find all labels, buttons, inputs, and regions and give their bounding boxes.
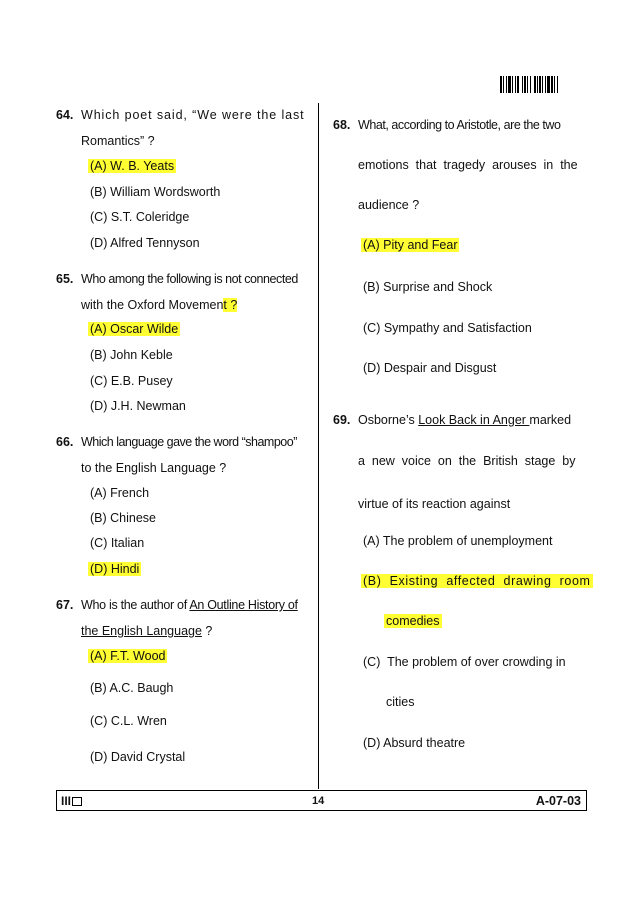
option-b: (B) John Keble <box>90 348 173 362</box>
page-footer <box>56 790 587 811</box>
option-c: (C) Italian <box>90 536 145 550</box>
option-a: (A) The problem of unemployment <box>363 534 553 548</box>
question-text: Who is the author of An Outline History of <box>81 598 298 612</box>
question-text: Osborne’s Look Back in Anger marked <box>358 413 572 427</box>
barcode-bar <box>558 76 559 93</box>
paper-code: A-07-03 <box>535 794 581 808</box>
question-text: to the English Language ? <box>81 461 227 475</box>
question-number: 68. <box>333 118 351 132</box>
question-text: audience ? <box>358 198 420 212</box>
book-title: An Outline History of <box>189 598 298 612</box>
option-b: (B) Chinese <box>90 511 156 525</box>
option-d: (D) Absurd theatre <box>363 736 466 750</box>
question-number: 67. <box>56 598 74 612</box>
option-a: (A) French <box>90 486 150 500</box>
column-divider <box>318 103 319 789</box>
option-d-correct: (D) Hindi <box>90 562 140 576</box>
question-text: virtue of its reaction against <box>358 497 511 511</box>
question-text: Who among the following is not connected <box>81 272 298 286</box>
option-c: (C) The problem of over crowding in <box>363 655 566 669</box>
option-d: (D) Despair and Disgust <box>363 361 497 375</box>
option-c-continuation: cities <box>386 695 415 709</box>
option-d: (D) J.H. Newman <box>90 399 186 413</box>
option-a-correct: (A) F.T. Wood <box>90 649 166 663</box>
question-number: 65. <box>56 272 74 286</box>
question-number: 66. <box>56 435 74 449</box>
question-number: 64. <box>56 108 74 122</box>
option-b: (B) Surprise and Shock <box>363 280 493 294</box>
question-number: 69. <box>333 413 351 427</box>
option-b: (B) William Wordsworth <box>90 185 221 199</box>
question-text: What, according to Aristotle, are the two <box>358 118 561 132</box>
option-d: (D) Alfred Tennyson <box>90 236 200 250</box>
question-text: emotions that tragedy arouses in the <box>358 158 578 172</box>
option-c: (C) C.L. Wren <box>90 714 167 728</box>
option-c: (C) S.T. Coleridge <box>90 210 190 224</box>
question-text: Which language gave the word “shampoo” <box>81 435 297 449</box>
option-b-continuation: comedies <box>386 614 440 628</box>
option-c: (C) Sympathy and Satisfaction <box>363 321 532 335</box>
page-number: 14 <box>312 795 325 807</box>
question-text: Which poet said, “We were the last <box>81 108 305 122</box>
square-icon <box>72 797 82 806</box>
question-text: with the Oxford Movement ? <box>81 298 238 312</box>
question-text: the English Language ? <box>81 624 213 638</box>
question-text: a new voice on the British stage by <box>358 454 576 468</box>
play-title: Look Back in Anger <box>418 413 530 427</box>
option-c: (C) E.B. Pusey <box>90 374 173 388</box>
option-a-correct: (A) Oscar Wilde <box>90 322 179 336</box>
barcode <box>500 76 586 93</box>
option-d: (D) David Crystal <box>90 750 186 764</box>
option-a-correct: (A) Pity and Fear <box>363 238 458 252</box>
option-b: (B) A.C. Baugh <box>90 681 174 695</box>
option-b-correct: (B) Existing affected drawing room <box>363 574 591 588</box>
option-a-correct: (A) W. B. Yeats <box>90 159 175 173</box>
question-text: Romantics” ? <box>81 134 155 148</box>
booklet-series: III <box>61 794 82 808</box>
